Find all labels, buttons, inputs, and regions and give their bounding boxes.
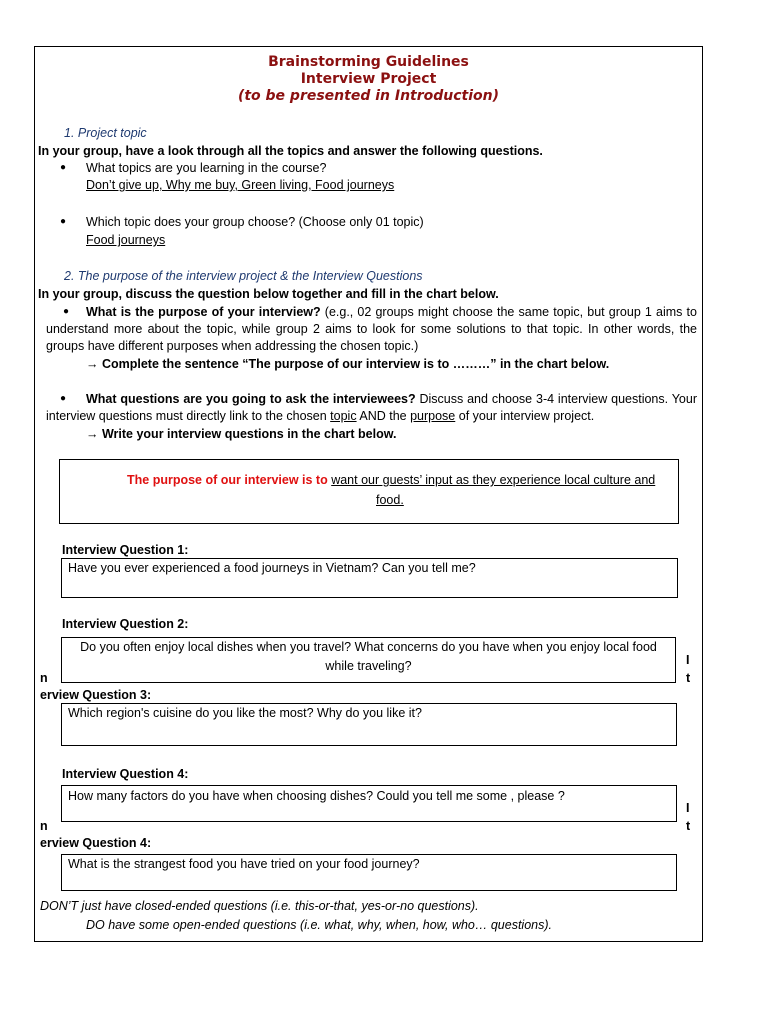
purpose-label: The purpose of our interview is to: [127, 473, 328, 487]
question2-label: Interview Question 2:: [62, 617, 189, 631]
dont-note-text: DON’T just have closed-ended questions (i.e. this-or-that, yes-or-no questions).: [40, 899, 479, 913]
section2-instruction-text: In your group, discuss the question below together and fill in the chart below.: [38, 287, 499, 301]
purpose-explanation: (e.g., 02 groups might choose the same topic, but group 1 aims to understand more about the topic, while group 2 aims to look for some solutions to that topic. In other words, the groups have different purposes when addressing the chosen topic.): [46, 305, 697, 353]
question3-label: erview Question 3:: [40, 688, 152, 702]
question5-label: erview Question 4:: [40, 836, 152, 850]
section1-answer1: Don’t give up, Why me buy, Green living, Food journeys: [86, 178, 395, 192]
questions-question: What questions are you going to ask the interviewees?: [86, 392, 416, 406]
stray-letter: t: [686, 671, 691, 685]
document-note: (to be presented in Introduction): [237, 88, 500, 104]
bullet-icon: ●: [63, 306, 70, 317]
stray-letter: I: [686, 653, 690, 667]
stray-letter: t: [686, 819, 691, 833]
question5-answer: What is the strangest food you have tried on your food journey?: [68, 857, 420, 871]
questions-instruction: → Write your interview questions in the chart below.: [86, 427, 397, 441]
section1-question2: Which topic does your group choose? (Choose only 01 topic): [86, 215, 424, 229]
section1-instruction: [38, 143, 543, 159]
stray-letter: n: [40, 671, 48, 685]
question1-label: Interview Question 1:: [62, 543, 189, 557]
question2-answer-line2: while traveling?: [325, 659, 412, 673]
purpose-question: What is the purpose of your interview?: [86, 305, 321, 319]
section1-question1: What topics are you learning in the course?: [86, 161, 327, 175]
section1-answer2: Food journeys: [86, 233, 166, 247]
questions-end: of your interview project.: [455, 409, 595, 423]
question3-answer: Which region's cuisine do you like the most? Why do you like it?: [68, 706, 422, 720]
questions-explanation: Discuss and choose 3-4 interview questions. Your interview questions must directly link to the chosen: [46, 392, 697, 423]
section1-instruction-text: In your group, have a look through all the topics and answer the following questions.: [38, 144, 543, 158]
question2-answer-line1: Do you often enjoy local dishes when you travel? What concerns do you have when you enjoy local food: [80, 640, 657, 654]
bullet-icon: ●: [60, 393, 67, 404]
purpose-instruction: → Complete the sentence “The purpose of our interview is to ………” in the chart below.: [86, 357, 610, 371]
purpose-box-line1: [127, 471, 655, 489]
section2-instruction: [38, 286, 499, 302]
stray-letter: n: [40, 819, 48, 833]
question1-answer: Have you ever experienced a food journeys in Vietnam? Can you tell me?: [68, 561, 476, 575]
do-note: [86, 917, 552, 933]
bullet-icon: ●: [60, 162, 67, 173]
question4-label: Interview Question 4:: [62, 767, 189, 781]
questions-and: AND the: [356, 409, 411, 423]
section2-purpose-paragraph: [46, 304, 697, 355]
question4-answer: How many factors do you have when choosing dishes? Could you tell me some , please ?: [68, 789, 565, 803]
purpose-box[interactable]: [59, 459, 679, 524]
do-note-text: DO have some open-ended questions (i.e. what, why, when, how, who… questions).: [86, 918, 552, 932]
purpose-answer-line2: food.: [376, 493, 404, 507]
topic-word: topic: [330, 409, 357, 423]
section2-questions-paragraph: [46, 391, 697, 425]
dont-note: [40, 898, 479, 914]
purpose-answer-line1: want our guests’ input as they experience local culture and: [331, 473, 656, 487]
document-subtitle: Interview Project: [300, 71, 437, 87]
document-title: Brainstorming Guidelines: [268, 54, 469, 70]
section1-heading: 1. Project topic: [64, 126, 147, 140]
bullet-icon: ●: [60, 216, 67, 227]
section2-heading: 2. The purpose of the interview project & the Interview Questions: [64, 269, 423, 283]
purpose-word: purpose: [410, 409, 456, 423]
stray-letter: I: [686, 801, 690, 815]
